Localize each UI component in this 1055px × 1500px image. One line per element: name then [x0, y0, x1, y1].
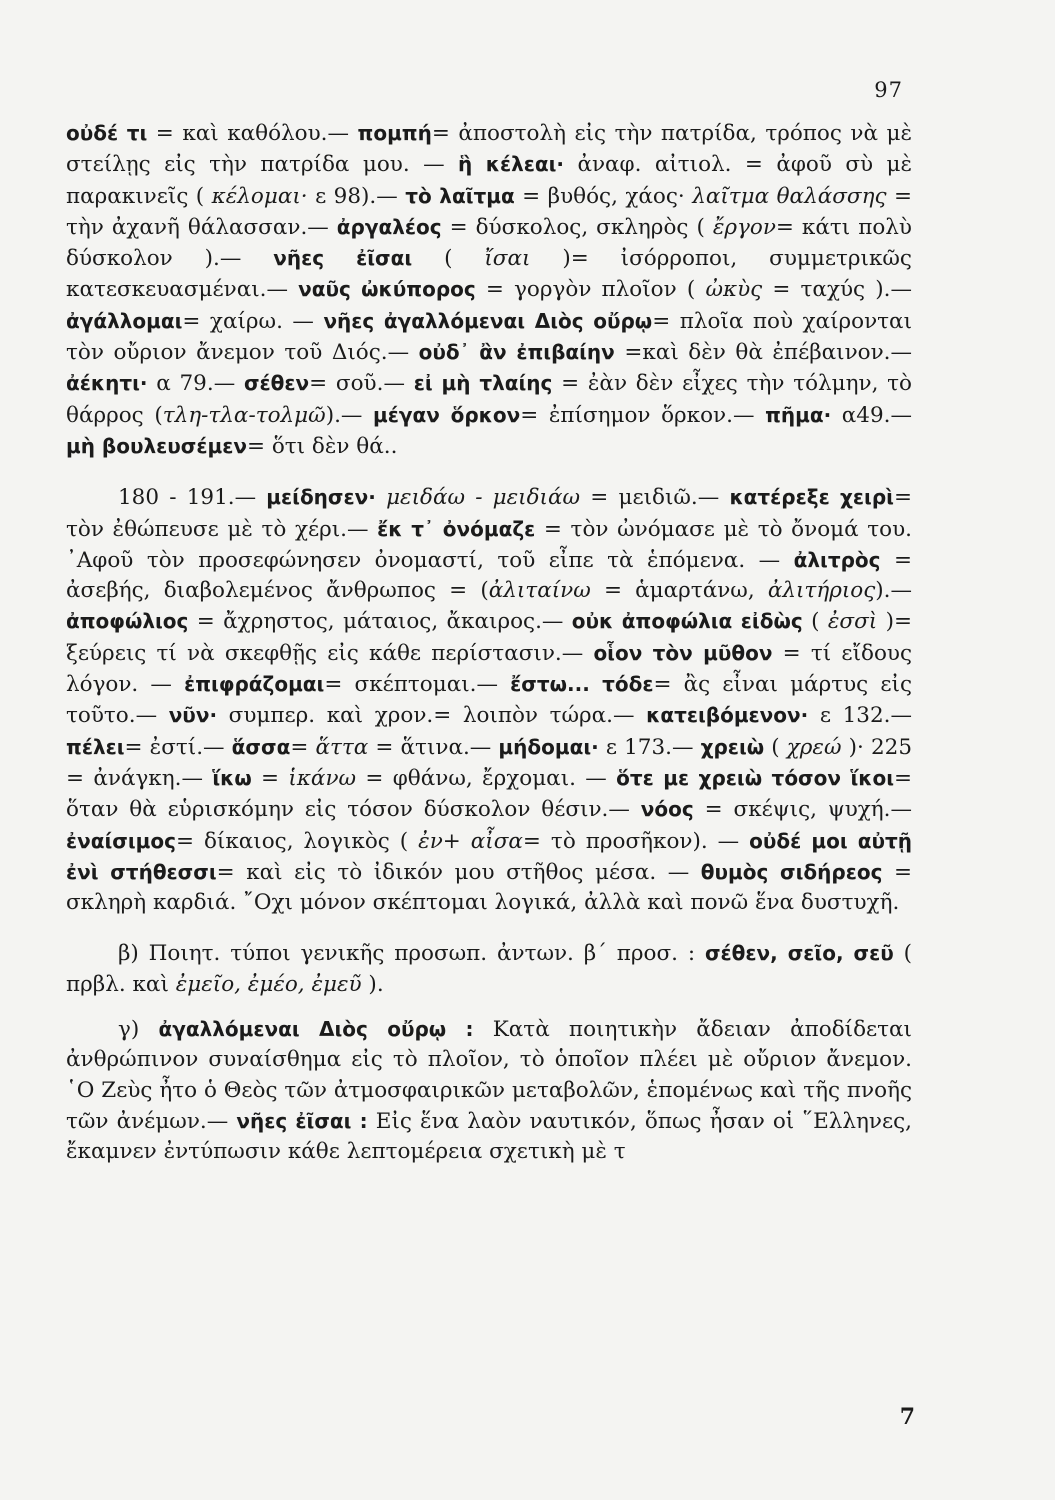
glossary-term: κατειβόμενον· [646, 703, 809, 728]
italic-text: ἔργον [712, 214, 776, 240]
italic-text: ἐν+ αἶσα [418, 828, 523, 854]
paragraph-note-beta [66, 938, 912, 1000]
glossary-term: οὐκ ἀποφώλια εἰδὼς [571, 609, 803, 634]
glossary-term: νῆες ἐῖσαι : [236, 1108, 368, 1133]
body-text: = πλοῖα ποὺ χαίρονται τὸν οὔριον ἄνεμον τοῦ Διός.— [66, 308, 912, 366]
body-text: = ἁμαρτάνω, [590, 578, 768, 604]
glossary-term: ναῦς ὠκύπορος [298, 277, 476, 302]
body-text: ).— [325, 402, 374, 428]
body-text: = ὅταν θὰ εὑρισκόμην εἰς τόσον δύσκολον θέσιν.— [66, 765, 913, 823]
glossary-term: εἰ μὴ τλαίης [413, 371, 553, 396]
body-text: = μειδιῶ.— [580, 485, 730, 511]
glossary-term: ἅσσα [231, 734, 291, 759]
page-number: 97 [874, 78, 903, 102]
body-text: = σκληρὴ καρδιά. ῎Οχι μόνον σκέπτομαι λογικά, ἀλλὰ καὶ πονῶ ἕνα δυστυχῆ. [66, 859, 912, 916]
body-text: = βυθός, χάος· [514, 183, 693, 209]
paragraph-note-gamma [66, 1014, 912, 1167]
glossary-term: πομπή [357, 121, 432, 145]
body-text: α49.— [831, 402, 913, 428]
body-text: = τὸν ἐθώπευσε μὲ τὸ χέρι.— [66, 485, 912, 542]
body-text: = κάτι πολὺ δύσκολον ).— [66, 214, 913, 272]
body-text: ( [412, 246, 485, 272]
glossary-term: μήδομαι· [498, 734, 599, 759]
body-text: = ἂς εἶναι μάρτυς εἰς τοῦτο.— [66, 672, 912, 729]
italic-text: ἅττα [315, 734, 369, 760]
body-text: = δύσκολος, σκληρὸς ( [441, 214, 713, 240]
body-text: ε 173.— [598, 734, 701, 760]
body-text: = καὶ εἰς τὸ ἰδικόν μου στῆθος μέσα. — [216, 859, 701, 885]
italic-text: ὠκὺς [705, 277, 763, 303]
body-text: ( [802, 609, 828, 635]
body-text: ε 132.— [808, 703, 912, 729]
italic-text: μειδάω - μειδιάω [386, 485, 581, 511]
body-text: = ὅτι δὲν θά.. [246, 433, 398, 459]
body-text: = τὴν ἀχανῆ θάλασσαν.— [66, 183, 912, 240]
body-text: 180 - 191.— [118, 485, 267, 511]
body-text: ἀναφ. αἰτιολ. = ἀφοῦ σὺ μὲ παρακινεῖς ( [66, 152, 913, 209]
glossary-term: μείδησεν· [266, 485, 376, 510]
signature-mark: 7 [899, 1404, 915, 1430]
body-text: = ταχύς ).— [762, 277, 912, 303]
body-text: = σκέπτομαι.— [324, 672, 511, 698]
italic-text: χρεώ [786, 734, 842, 760]
glossary-term: οὐδ᾽ ἂν ἐπιβαίην [418, 340, 615, 365]
body-text: = ἅτινα.— [368, 734, 499, 760]
body-text: = δίκαιος, λογικὸς ( [175, 828, 419, 854]
paragraph-glossary-1 [66, 118, 912, 462]
body-text: συμπερ. καὶ χρον.= λοιπὸν τώρα.— [217, 703, 647, 729]
body-text: Εἰς ἕνα λαὸν ναυτικόν, ὅπως ἦσαν οἱ ῞Ελληνες, ἔκαμνεν ἐντύπωσιν κάθε λεπτομέρεια σχετικὴ μὲ τ [66, 1108, 912, 1165]
body-text: = ἀποστολὴ εἰς τὴν πατρίδα, τρόπος νὰ μὲ στείλῃς εἰς τὴν πατρίδα μου. — [66, 121, 913, 178]
glossary-term: σέθεν, σεῖο, σεῦ [704, 941, 894, 966]
body-text: γ) [118, 1017, 159, 1043]
glossary-term: ἀγάλλομαι [66, 308, 183, 333]
body-text [376, 485, 386, 510]
body-text: ( [764, 734, 787, 760]
body-text: )= ξεύρεις τί νὰ σκεφθῇς εἰς κάθε περίστασιν.— [66, 609, 912, 666]
body-text: ). [361, 971, 384, 997]
body-text: = χαίρω. — [182, 308, 324, 334]
body-text: = γοργὸν πλοῖον ( [475, 277, 706, 303]
body-text: = καὶ καθόλου.— [147, 121, 358, 146]
glossary-term: ἀγαλλόμεναι Διὸς οὔρῳ : [158, 1017, 474, 1042]
glossary-term: ἣ κέλεαι· [457, 152, 565, 177]
body-text: β) Ποιητ. τύποι γενικῆς προσωπ. ἀντων. β΄ προσ. : [118, 941, 705, 967]
body-text: ( πρβλ. καὶ [66, 941, 912, 997]
glossary-term: νῦν· [168, 703, 218, 728]
italic-text: τλη-τλα-τολμῶ [162, 402, 326, 428]
glossary-term: ἵκω [212, 765, 252, 790]
page-body [66, 118, 912, 1168]
body-text: = τί εἴδους λόγον. — [66, 640, 912, 698]
glossary-term: πῆμα· [765, 402, 832, 427]
glossary-term: νῆες ἀγαλλόμεναι Διὸς οὔρῳ [323, 308, 653, 333]
glossary-term: χρειὼ [700, 734, 765, 759]
italic-text: κέλομαι· [211, 183, 308, 209]
body-text: = ἐστί.— [124, 734, 232, 760]
italic-text: ἐσσὶ [827, 609, 878, 635]
glossary-term: οἷον τὸν μῦθον [593, 640, 773, 665]
glossary-term: ἔκ τ᾽ ὀνόμαζε [377, 516, 536, 541]
italic-text: ἀλιτήριος [767, 578, 876, 604]
paragraph-glossary-2 [66, 482, 912, 918]
body-text: = [290, 734, 316, 760]
glossary-term: πέλει [66, 734, 125, 759]
italic-text: λαῖτμα θαλάσσης [692, 183, 887, 209]
glossary-term: μὴ βουλευσέμεν [66, 433, 247, 458]
glossary-term: ἔστω... τόδε [510, 672, 654, 697]
body-text: = φθάνω, ἔρχομαι. — [356, 765, 617, 791]
glossary-term: κατέρεξε χειρὶ [729, 485, 894, 510]
italic-text: ἴσαι [484, 246, 531, 272]
body-text: α 79.— [147, 371, 244, 397]
body-text: ).— [875, 578, 912, 604]
glossary-term: μέγαν ὅρκον [373, 402, 521, 427]
glossary-term: ἀλιτρὸς [793, 547, 881, 572]
body-text: = ἄχρηστος, μάταιος, ἄκαιρος.— [188, 609, 572, 635]
glossary-term: σέθεν [243, 371, 310, 396]
glossary-term: οὐδέ τι [66, 121, 148, 145]
body-text: = [251, 765, 289, 791]
glossary-term: ἀργαλέος [336, 214, 442, 239]
glossary-term: ἀέκητι· [66, 371, 148, 396]
body-text: = σοῦ.— [309, 371, 414, 397]
glossary-term: τὸ λαῖτμα [405, 183, 515, 208]
body-text: = ἐπίσημον ὅρκον.— [520, 402, 766, 428]
glossary-term: νῆες ἐῖσαι [273, 246, 413, 271]
body-text: = τὸ προσῆκον). — [522, 828, 750, 854]
italic-text: ἱκάνω [288, 765, 357, 791]
body-text: )· 225 = ἀνάγκη.— [66, 734, 912, 791]
body-text: = σκέψις, ψυχή.— [693, 797, 913, 823]
glossary-term: ἐναίσιμος [66, 828, 176, 853]
body-text: ε 98).— [307, 183, 406, 209]
glossary-term: ἀποφώλιος [66, 609, 189, 634]
glossary-term: θυμὸς σιδήρεος [700, 859, 883, 884]
glossary-term: οὐδέ μοι αὐτῇ ἐνὶ στήθεσσι [66, 828, 912, 884]
body-text: Κατὰ ποιητικὴν ἄδειαν ἀποδίδεται ἀνθρώπινον συναίσθημα εἰς τὸ πλοῖον, τὸ ὁποῖον πλέει μὲ οὔριον ἄνεμον. ῾Ο Ζεὺς ἦτο ὁ Θεὸς τῶν ἀτμοσφαιρικῶν μεταβολῶν, ἑπομένως καὶ τῆς πνοῆς τῶν ἀνέμων.— [66, 1017, 912, 1134]
body-text: = ἀσεβής, διαβολεμένος ἄνθρωπος = ( [66, 547, 912, 604]
glossary-term: ἐπιφράζομαι [184, 672, 325, 697]
body-text: = ἐὰν δὲν εἶχες τὴν τόλμην, τὸ θάρρος ( [66, 371, 912, 428]
body-text: )= ἰσόρροποι, συμμετρικῶς κατεσκευασμέναι.— [66, 246, 912, 303]
italic-text: ἐμεῖο, ἐμέο, ἐμεῦ [175, 971, 362, 997]
glossary-term: νόος [640, 797, 694, 822]
italic-text: ἀλιταίνω [488, 578, 591, 604]
body-text: =καὶ δὲν θὰ ἐπέβαινον.— [614, 340, 912, 366]
glossary-term: ὅτε με χρειὼ τόσον ἵκοι [616, 765, 895, 790]
body-text: = τὸν ὠνόμασε μὲ τὸ ὄνομά του. ᾿Αφοῦ τὸν προσεφώνησεν ὀνομαστί, τοῦ εἶπε τὰ ἑπόμενα. — [66, 516, 913, 573]
